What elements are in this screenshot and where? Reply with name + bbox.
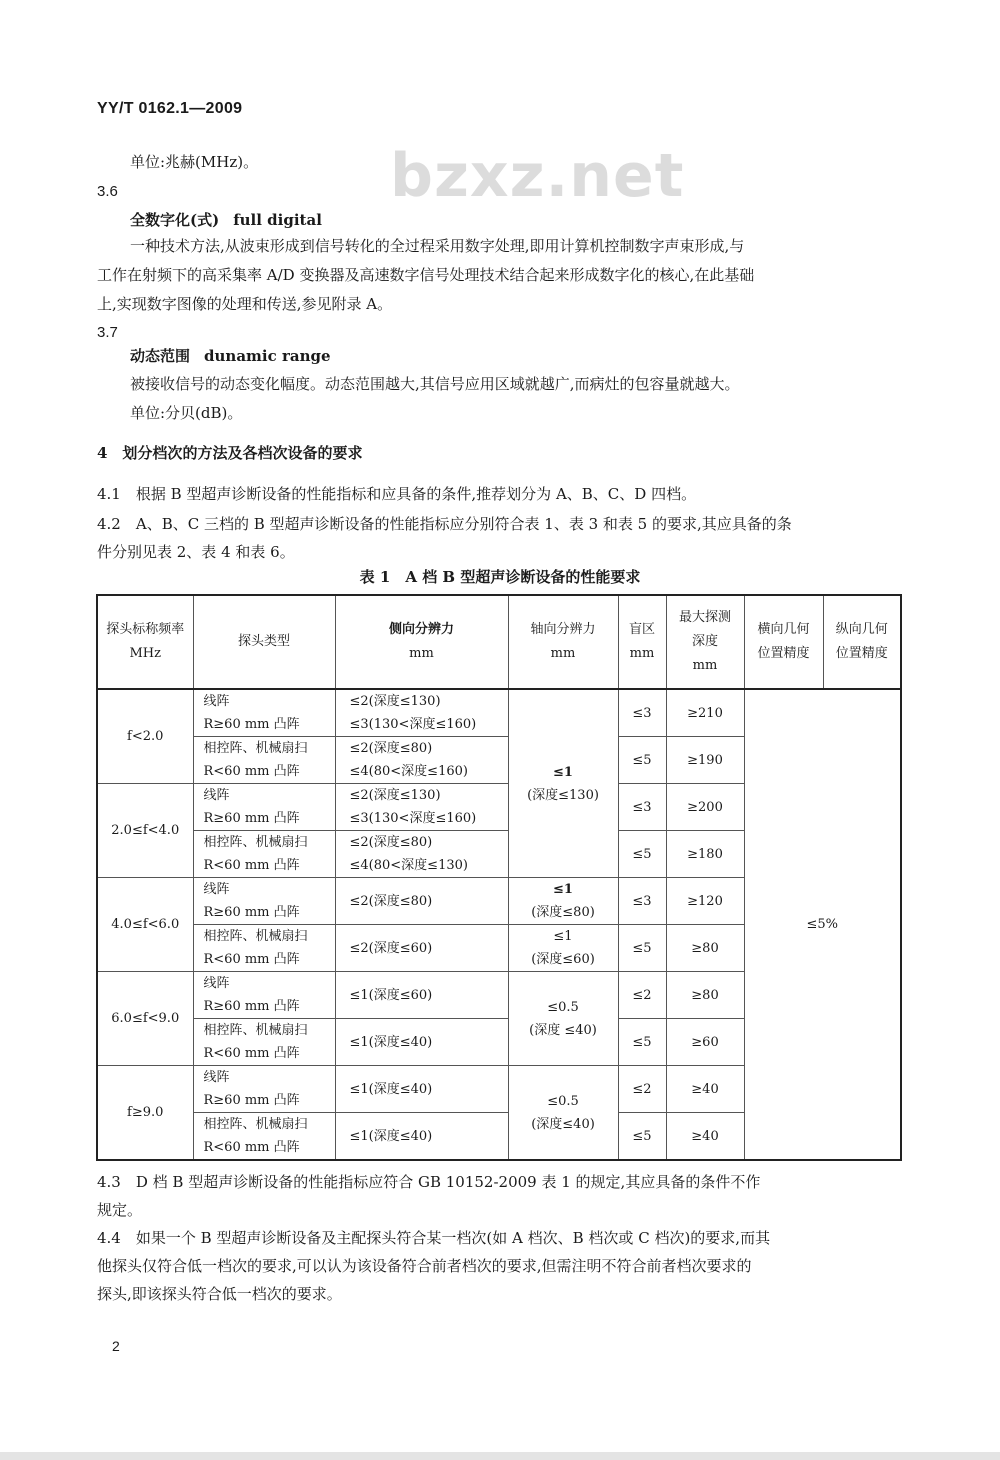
- probe-type-cell: 相控阵、机械扇扫 R<60 mm 凸阵: [193, 1019, 335, 1066]
- dead-zone-cell: ≤2: [618, 1066, 666, 1113]
- axial-resolution-cell: ≤1 (深度≤130): [508, 689, 618, 878]
- footer-strip: [0, 1452, 1000, 1460]
- header-lateral-geometric-accuracy: 横向几何 位置精度: [744, 595, 823, 689]
- lateral-resolution-cell: ≤2(深度≤130) ≤3(130<深度≤160): [335, 689, 508, 737]
- dead-zone-cell: ≤5: [618, 1113, 666, 1161]
- term-cn: 动态范围: [130, 347, 191, 365]
- header-dead-zone: 盲区 mm: [618, 595, 666, 689]
- page-number: 2: [112, 1338, 120, 1354]
- probe-type-cell: 相控阵、机械扇扫 R<60 mm 凸阵: [193, 737, 335, 784]
- dead-zone-cell: ≤3: [618, 689, 666, 737]
- max-depth-cell: ≥60: [666, 1019, 744, 1066]
- clause-4-3-line-1: 4.3 D 档 B 型超声诊断设备的性能指标应符合 GB 10152-2009 表 1 的规定,其应具备的条件不作: [97, 1173, 761, 1191]
- clause-4-3-line-2: 规定。: [97, 1201, 143, 1219]
- clause-4-2-line-1: 4.2 A、B、C 三档的 B 型超声诊断设备的性能指标应分别符合表 1、表 3 和表 5 的要求,其应具备的条: [97, 515, 792, 533]
- term-cn: 全数字化(式): [130, 211, 220, 229]
- max-depth-cell: ≥180: [666, 831, 744, 878]
- probe-type-cell: 线阵 R≥60 mm 凸阵: [193, 878, 335, 925]
- lateral-resolution-cell: ≤2(深度≤60): [335, 925, 508, 972]
- probe-type-cell: 线阵 R≥60 mm 凸阵: [193, 784, 335, 831]
- max-depth-cell: ≥190: [666, 737, 744, 784]
- section-4-heading: 4 划分档次的方法及各档次设备的要求: [97, 444, 363, 462]
- section-3-6-definition-line-1: 一种技术方法,从波束形成到信号转化的全过程采用数字处理,即用计算机控制数字声束形成,与: [130, 237, 745, 255]
- lateral-resolution-cell: ≤2(深度≤80) ≤4(80<深度≤130): [335, 831, 508, 878]
- dead-zone-cell: ≤5: [618, 1019, 666, 1066]
- section-3-6-definition-line-2: 工作在射频下的高采集率 A/D 变换器及高速数字信号处理技术结合起来形成数字化的核心,在此基础: [97, 266, 755, 284]
- dead-zone-cell: ≤5: [618, 831, 666, 878]
- axial-resolution-cell: ≤0.5 (深度≤40): [508, 1066, 618, 1161]
- section-3-6-term: [130, 210, 322, 230]
- geometric-accuracy-cell: ≤5%: [744, 689, 901, 1160]
- dead-zone-cell: ≤5: [618, 737, 666, 784]
- probe-type-cell: 线阵 R≥60 mm 凸阵: [193, 689, 335, 737]
- probe-type-cell: 相控阵、机械扇扫 R<60 mm 凸阵: [193, 925, 335, 972]
- probe-type-cell: 线阵 R≥60 mm 凸阵: [193, 1066, 335, 1113]
- clause-4-2-line-2: 件分别见表 2、表 4 和表 6。: [97, 543, 295, 561]
- axial-resolution-cell: ≤1 (深度≤60): [508, 925, 618, 972]
- max-depth-cell: ≥80: [666, 925, 744, 972]
- clause-4-4-line-3: 探头,即该探头符合低一档次的要求。: [97, 1285, 342, 1303]
- lateral-resolution-cell: ≤1(深度≤40): [335, 1019, 508, 1066]
- probe-type-cell: 相控阵、机械扇扫 R<60 mm 凸阵: [193, 1113, 335, 1161]
- max-depth-cell: ≥80: [666, 972, 744, 1019]
- header-axial-resolution: 轴向分辨力 mm: [508, 595, 618, 689]
- watermark: bzxz.net: [390, 141, 685, 211]
- lateral-resolution-cell: ≤1(深度≤40): [335, 1113, 508, 1161]
- probe-type-cell: 线阵 R≥60 mm 凸阵: [193, 972, 335, 1019]
- lateral-resolution-cell: ≤2(深度≤80): [335, 878, 508, 925]
- header-freq: 探头标称频率 MHz: [97, 595, 193, 689]
- term-en: dunamic range: [204, 347, 331, 365]
- freq-cell: f<2.0: [97, 689, 193, 784]
- max-depth-cell: ≥200: [666, 784, 744, 831]
- header-max-depth: 最大探测 深度 mm: [666, 595, 744, 689]
- dead-zone-cell: ≤3: [618, 784, 666, 831]
- lateral-resolution-cell: ≤1(深度≤60): [335, 972, 508, 1019]
- table-header-row: [97, 595, 901, 689]
- clause-4-1: 4.1 根据 B 型超声诊断设备的性能指标和应具备的条件,推荐划分为 A、B、C、D 四档。: [97, 485, 697, 503]
- section-3-6-definition-line-3: 上,实现数字图像的处理和传送,参见附录 A。: [97, 295, 393, 313]
- clause-4-4-line-1: 4.4 如果一个 B 型超声诊断设备及主配探头符合某一档次(如 A 档次、B 档次或 C 档次)的要求,而其: [97, 1229, 771, 1247]
- section-3-6-number: 3.6: [97, 183, 118, 200]
- max-depth-cell: ≥40: [666, 1066, 744, 1113]
- freq-cell: 6.0≤f<9.0: [97, 972, 193, 1066]
- section-3-7-definition: 被接收信号的动态变化幅度。动态范围越大,其信号应用区域就越广,而病灶的包容量就越大。: [130, 375, 740, 393]
- lateral-resolution-cell: ≤1(深度≤40): [335, 1066, 508, 1113]
- standard-code: YY/T 0162.1—2009: [97, 100, 243, 117]
- section-3-7-number: 3.7: [97, 324, 118, 341]
- max-depth-cell: ≥120: [666, 878, 744, 925]
- freq-cell: 2.0≤f<4.0: [97, 784, 193, 878]
- dead-zone-cell: ≤3: [618, 878, 666, 925]
- term-en: full digital: [233, 211, 322, 229]
- table-row: [97, 689, 901, 737]
- freq-cell: f≥9.0: [97, 1066, 193, 1161]
- section-3-7-term: [130, 346, 331, 366]
- probe-type-cell: 相控阵、机械扇扫 R<60 mm 凸阵: [193, 831, 335, 878]
- clause-4-4-line-2: 他探头仅符合低一档次的要求,可以认为该设备符合前者档次的要求,但需注明不符合前者档次要求的: [97, 1257, 752, 1275]
- max-depth-cell: ≥210: [666, 689, 744, 737]
- header-probe-type: 探头类型: [193, 595, 335, 689]
- unit-db: 单位:分贝(dB)。: [130, 404, 243, 422]
- lateral-resolution-cell: ≤2(深度≤80) ≤4(80<深度≤160): [335, 737, 508, 784]
- axial-resolution-cell: ≤0.5 (深度 ≤40): [508, 972, 618, 1066]
- freq-cell: 4.0≤f<6.0: [97, 878, 193, 972]
- table-1-caption: 表 1 A 档 B 型超声诊断设备的性能要求: [359, 568, 641, 586]
- lateral-resolution-cell: ≤2(深度≤130) ≤3(130<深度≤160): [335, 784, 508, 831]
- header-longitudinal-geometric-accuracy: 纵向几何 位置精度: [823, 595, 901, 689]
- header-lateral-resolution: 侧向分辨力 mm: [335, 595, 508, 689]
- axial-resolution-cell: ≤1 (深度≤80): [508, 878, 618, 925]
- dead-zone-cell: ≤2: [618, 972, 666, 1019]
- unit-mhz: 单位:兆赫(MHz)。: [130, 153, 259, 171]
- max-depth-cell: ≥40: [666, 1113, 744, 1161]
- table-1-performance-requirements: [96, 594, 902, 1161]
- dead-zone-cell: ≤5: [618, 925, 666, 972]
